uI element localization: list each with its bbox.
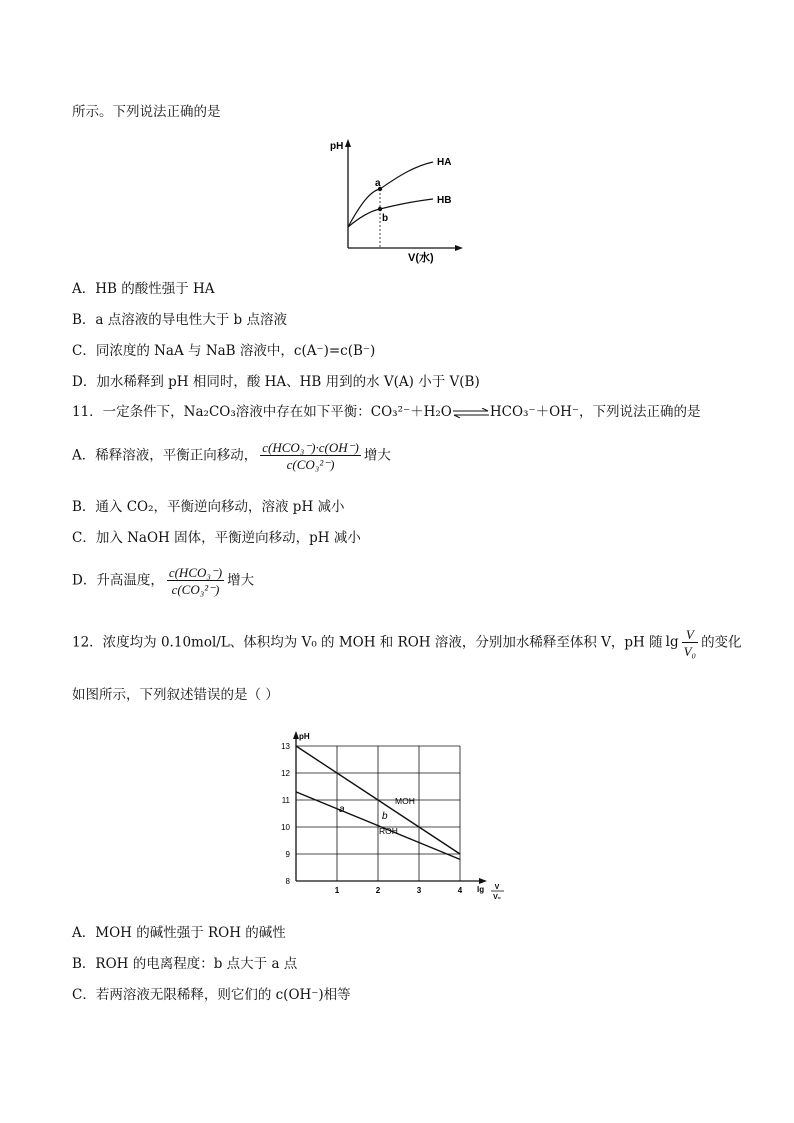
q11-d-prefix: D．升高温度， (72, 572, 164, 589)
q12-option-a: A．MOH 的碱性强于 ROH 的碱性 (72, 925, 286, 941)
q11-option-d (72, 566, 254, 596)
fig2-x-arrow (479, 878, 487, 884)
fig1-y-arrow (345, 139, 351, 147)
q10-option-d: D．加水稀释到 pH 相同时，酸 HA、HB 用到的水 V(A) 小于 V(B) (72, 374, 480, 390)
q11-a-prefix: A．稀释溶液，平衡正向移动， (72, 447, 258, 464)
figure-ph-vs-dilution (276, 726, 516, 906)
q11-option-b: B．通入 CO₂，平衡逆向移动，溶液 pH 减小 (72, 499, 345, 515)
q11-stem-suffix: HCO₃⁻＋OH⁻，下列说法正确的是 (489, 404, 701, 420)
q11-a-suffix: 增大 (363, 447, 391, 464)
q11-d-denominator: c(CO₃²⁻) (171, 582, 220, 597)
q12-stem-denominator: V₀ (683, 644, 697, 659)
fig2-x-ticks (335, 886, 463, 895)
q11-a-numerator: c(HCO₃⁻)·c(OH⁻) (262, 440, 359, 455)
q11-d-fraction (167, 566, 224, 596)
q11-stem-prefix: 11．一定条件下，Na₂CO₃溶液中存在如下平衡：CO₃²⁻＋H₂O (72, 404, 452, 420)
q10-option-a: A．HB 的酸性强于 HA (72, 281, 215, 297)
fig2-point-a-label: a (339, 804, 345, 815)
fig2-x-label-num: V (494, 884, 500, 891)
q12-stem-fraction (682, 628, 698, 658)
fig2-moh-label: MOH (395, 796, 415, 806)
curve-hb (348, 199, 433, 227)
fig1-y-label: pH (330, 141, 344, 152)
q11-option-c: C．加入 NaOH 固体，平衡逆向移动，pH 减小 (72, 530, 361, 546)
point-b-label: b (382, 213, 389, 224)
fig2-x-tick-label: 2 (375, 886, 381, 895)
q11-stem (72, 406, 701, 420)
fig2-y-tick-label: 8 (285, 877, 290, 886)
fig2-y-tick-label: 10 (281, 823, 290, 832)
fig2-x-tick-label: 1 (334, 886, 340, 895)
q10-option-b: B．a 点溶液的导电性大于 b 点溶液 (72, 312, 287, 328)
q12-option-c: C．若两溶液无限稀释，则它们的 c(OH⁻)相等 (72, 987, 351, 1003)
q12-stem-line1 (72, 628, 742, 658)
intro-text: 所示。下列说法正确的是 (72, 104, 221, 120)
point-b (378, 207, 382, 211)
fig2-y-ticks (281, 742, 290, 886)
fig2-y-tick-label: 9 (285, 850, 290, 859)
q12-stem-line2: 如图所示，下列叙述错误的是（ ） (72, 687, 279, 703)
q11-a-denominator: c(CO₃²⁻) (286, 457, 335, 472)
q12-lg: lg (665, 634, 679, 651)
fig2-point-b-label: b (382, 811, 388, 822)
equilibrium-arrow-icon (452, 408, 490, 418)
figure-ph-vs-water (325, 135, 470, 265)
q11-option-a (72, 441, 391, 471)
q12-stem-prefix: 12．浓度均为 0.10mol/L、体积均为 V₀ 的 MOH 和 ROH 溶液，分别加水稀释至体积 V，pH 随 (72, 634, 663, 651)
curve-ha-label: HA (437, 157, 452, 168)
fig2-y-tick-label: 11 (281, 796, 290, 805)
fig2-x-tick-label: 4 (457, 886, 463, 895)
q11-d-suffix: 增大 (227, 572, 255, 589)
fig1-x-arrow (455, 245, 463, 251)
q12-option-b: B．ROH 的电离程度：b 点大于 a 点 (72, 956, 298, 972)
fig2-x-label-den: V₀ (493, 894, 501, 901)
fig1-x-label: V(水) (408, 252, 434, 264)
point-a-label: a (375, 178, 381, 189)
q10-option-c: C．同浓度的 NaA 与 NaB 溶液中，c(A⁻)=c(B⁻) (72, 343, 376, 359)
fig2-y-tick-label: 12 (281, 769, 290, 778)
fig2-grid (296, 746, 460, 881)
fig2-y-tick-label: 13 (281, 742, 290, 751)
fig2-x-tick-label: 3 (416, 886, 422, 895)
q12-stem-suffix: 的变化 (701, 634, 742, 651)
q11-d-numerator: c(HCO₃⁻) (168, 565, 223, 580)
curve-hb-label: HB (437, 195, 452, 206)
q12-stem-numerator: V (682, 628, 698, 643)
fig2-x-label-lg: lg (477, 885, 485, 894)
q11-a-fraction (260, 441, 361, 471)
fig2-y-label: pH (299, 732, 310, 741)
fig2-roh-label: ROH (379, 826, 398, 836)
